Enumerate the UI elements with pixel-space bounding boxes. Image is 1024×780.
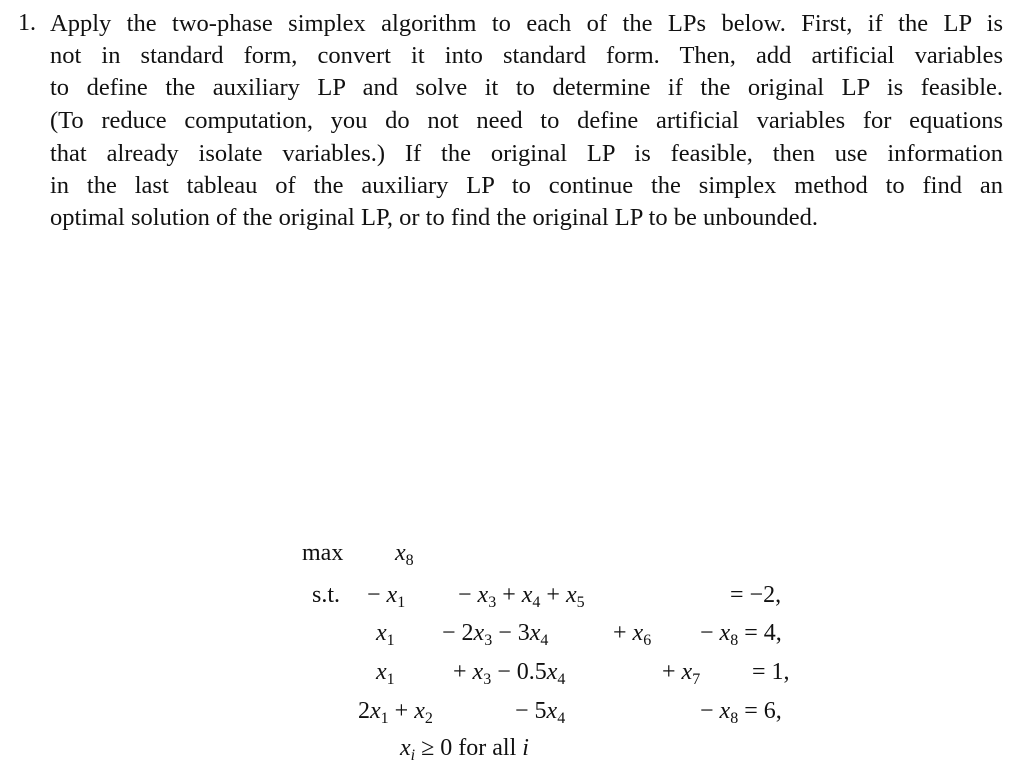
constraint-rhs: − $x_8 = 6$, — [700, 698, 782, 727]
problem-text-line: Apply the two-phase simplex algorithm to each of the LPs below. First, if the LP is — [50, 10, 1003, 37]
problem-text-line: to define the auxiliary LP and solve it to determine if the original LP is feasible. — [50, 74, 1003, 101]
problem-text-line: in the last tableau of the auxiliary LP to continue the simplex method to find an — [50, 172, 1003, 199]
constraint-term: + $x_3 - 0.5x_4$ — [453, 659, 566, 688]
problem-text-line: that already isolate variables.) If the original LP is feasible, then use information — [50, 140, 1003, 167]
constraint-term: − $x_1$ — [367, 582, 406, 611]
nonnegativity-constraint: $x_i \ge 0$ for all i — [400, 735, 529, 764]
problem-text-line: optimal solution of the original LP, or to find the original LP to be unbounded. — [50, 204, 819, 231]
constraint-term: $2x_1 + x_2$ — [358, 698, 433, 727]
constraint-rhs: = −2, — [730, 582, 782, 608]
subject-to-label: s.t. — [312, 582, 341, 608]
problem-text-line: not in standard form, convert it into standard form. Then, add artificial variables — [50, 42, 1003, 69]
problem-number: 1. — [18, 10, 36, 36]
constraint-rhs: = 1, — [752, 659, 790, 685]
constraint-term: − $2x_3 - 3x_4$ — [442, 620, 549, 649]
constraint-term: − $x_3 + x_4 + x_5$ — [458, 582, 585, 611]
constraint-term: + $x_7$ — [662, 659, 701, 688]
objective-expression: $x_8$ — [395, 540, 414, 569]
objective-label: max — [302, 540, 344, 566]
constraint-term: + $x_6$ — [613, 620, 652, 649]
constraint-term: − $5x_4$ — [515, 698, 566, 727]
constraint-term: $x_1$ — [376, 620, 395, 649]
constraint-term: $x_1$ — [376, 659, 395, 688]
problem-text-line: (To reduce computation, you do not need to define artificial variables for equations — [50, 107, 1003, 134]
constraint-rhs: − $x_8 = 4$, — [700, 620, 782, 649]
